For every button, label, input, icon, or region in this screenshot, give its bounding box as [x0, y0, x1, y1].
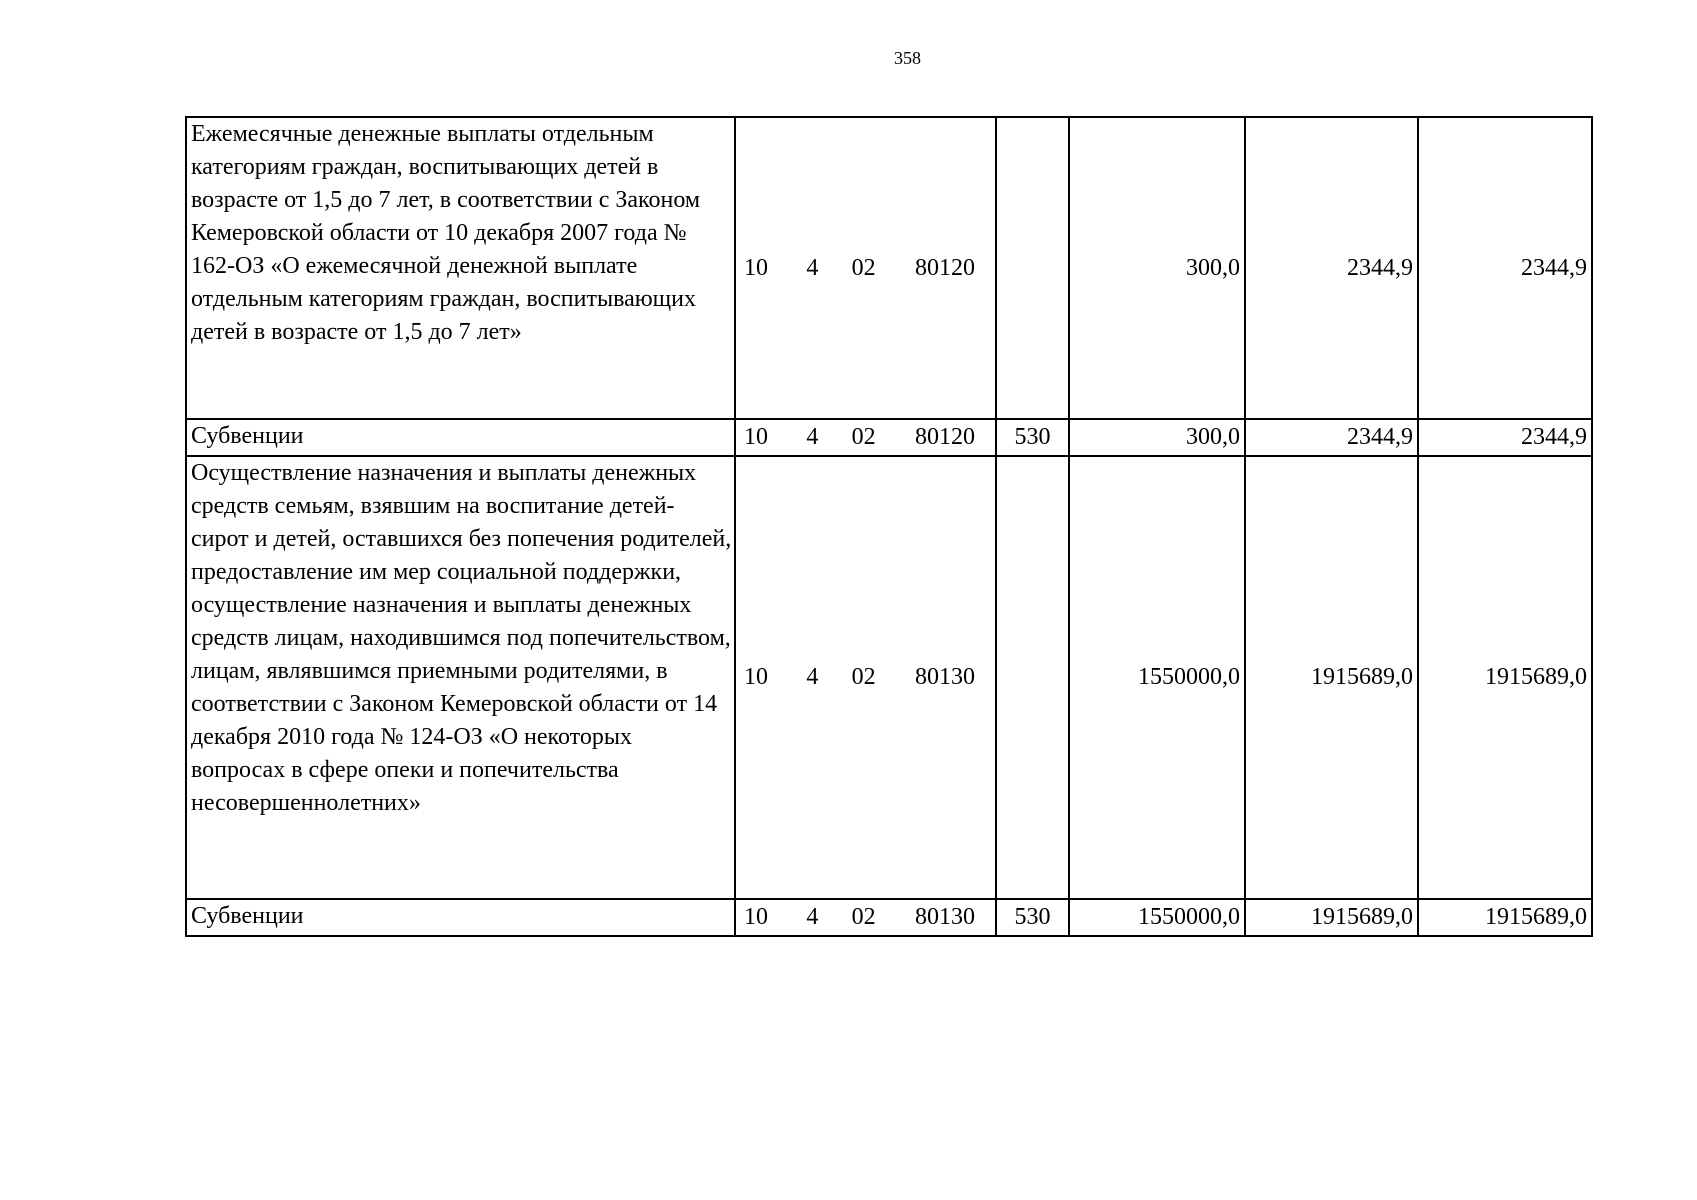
section-code: 10 — [744, 254, 768, 281]
amount-1: 1550000,0 — [1069, 899, 1245, 936]
row-description: Ежемесячные денежные выплаты отдельным категориям граждан, воспитывающих детей в возрасте от 1,5 до 7 лет, в соответствии с Законом Кемеровской области от 10 декабря 2007 года № 162-ОЗ «О ежемесячной денежной выплате отдельным категориям граждан, воспитывающих детей в возрасте от 1,5 до 7 лет» — [186, 117, 735, 419]
subprogram-code: 02 — [851, 904, 876, 930]
row-codes — [735, 117, 996, 419]
expense-type-code: 530 — [996, 419, 1069, 456]
row-codes — [735, 419, 996, 456]
subprogram-code: 02 — [851, 664, 876, 690]
amount-2: 1915689,0 — [1245, 899, 1418, 936]
amount-1: 300,0 — [1069, 419, 1245, 456]
row-description: Субвенции — [186, 419, 735, 456]
program-code: 4 — [806, 254, 819, 281]
amount-3: 2344,9 — [1418, 117, 1592, 419]
page-number: 358 — [894, 48, 921, 68]
subprogram-code: 02 — [851, 424, 876, 450]
amount-1: 300,0 — [1069, 117, 1245, 419]
amount-3: 1915689,0 — [1418, 456, 1592, 899]
section-code: 10 — [744, 904, 768, 930]
direction-code: 80120 — [914, 424, 975, 450]
amount-3: 2344,9 — [1418, 419, 1592, 456]
table-row — [186, 456, 1592, 899]
table-row — [186, 419, 1592, 456]
table-row — [186, 899, 1592, 936]
direction-code: 80130 — [914, 664, 975, 690]
row-codes — [735, 456, 996, 899]
row-codes — [735, 899, 996, 936]
direction-code: 80130 — [914, 904, 975, 930]
table-row — [186, 117, 1592, 419]
expense-type-code — [996, 456, 1069, 899]
program-code: 4 — [806, 424, 819, 450]
row-description: Субвенции — [186, 899, 735, 936]
section-code: 10 — [744, 424, 768, 450]
expense-type-code: 530 — [996, 899, 1069, 936]
amount-2: 2344,9 — [1245, 117, 1418, 419]
program-code: 4 — [806, 904, 819, 930]
amount-2: 1915689,0 — [1245, 456, 1418, 899]
subprogram-code: 02 — [851, 254, 876, 281]
direction-code: 80120 — [914, 254, 975, 281]
program-code: 4 — [806, 664, 819, 690]
row-description: Осуществление назначения и выплаты денежных средств семьям, взявшим на воспитание детей-сирот и детей, оставшихся без попечения родителей, предоставление им мер социальной поддержки, осуществление назначения и выплаты денежных средств лицам, находившимся под попечительством, лицам, являвшимся приемными родителями, в соответствии с Законом Кемеровской области от 14 декабря 2010 года № 124-ОЗ «О некоторых вопросах в сфере опеки и попечительства несовершеннолетних» — [186, 456, 735, 899]
amount-2: 2344,9 — [1245, 419, 1418, 456]
expense-type-code — [996, 117, 1069, 419]
budget-table — [185, 116, 1593, 937]
amount-3: 1915689,0 — [1418, 899, 1592, 936]
section-code: 10 — [744, 664, 768, 690]
amount-1: 1550000,0 — [1069, 456, 1245, 899]
